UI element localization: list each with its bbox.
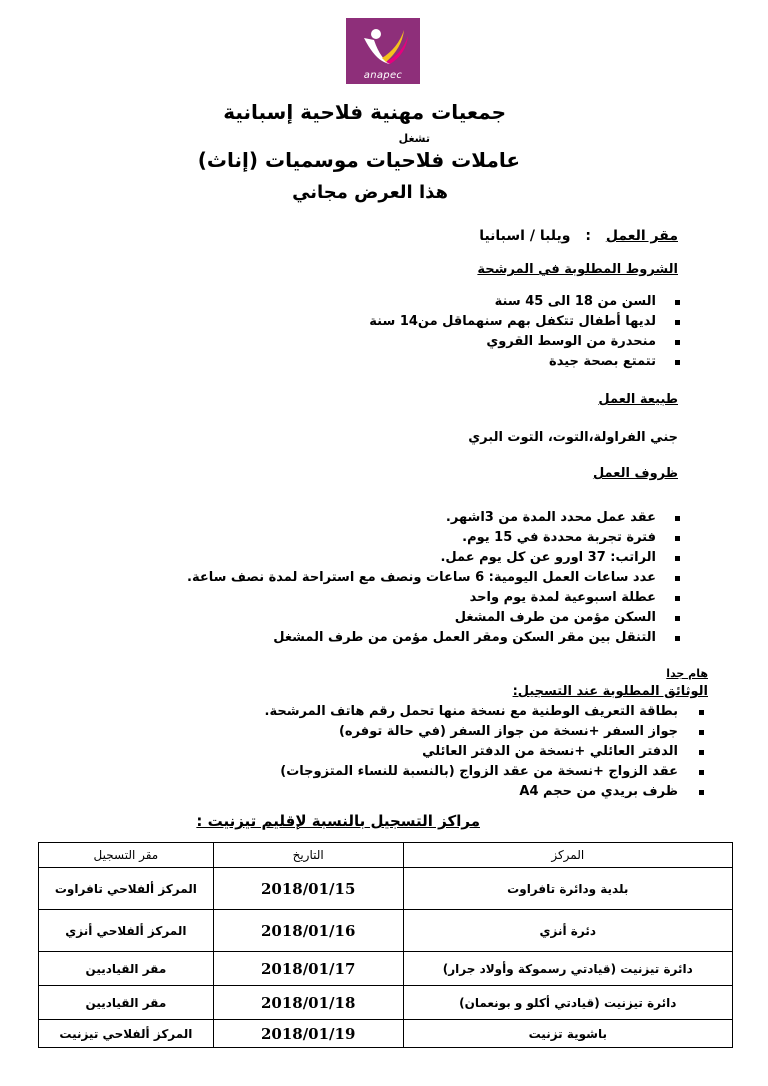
bullet-icon <box>675 536 680 541</box>
bullet-icon <box>675 636 680 641</box>
conditions-list <box>369 292 656 372</box>
bullet-icon <box>699 710 704 715</box>
work-conditions-heading: ظروف العمل <box>592 466 678 481</box>
list-item: عقد عمل محدد المدة من 3اشهر. <box>187 508 656 528</box>
list-item: تتمتع بصحة جيدة <box>369 352 656 372</box>
table-cell: مقر القياديين <box>39 986 214 1020</box>
list-item: جواز السفر +نسخة من جواز السفر (في حالة توفره) <box>265 722 678 742</box>
table-cell: 2018/01/16 <box>213 910 403 952</box>
table-cell: المركز ألفلاحي أنزي <box>39 910 214 952</box>
bullet-icon <box>699 790 704 795</box>
table-cell: 2018/01/18 <box>213 986 403 1020</box>
header-title: جمعيات مهنية فلاحية إسبانية <box>223 100 506 124</box>
table-row <box>39 952 733 986</box>
header-job-title: عاملات فلاحيات موسميات (إناث) <box>197 148 520 172</box>
column-header: التاريخ <box>213 843 403 868</box>
header-subtitle: تشغل <box>398 132 430 145</box>
list-item: عطلة اسبوعية لمدة يوم واحد <box>187 588 656 608</box>
column-header: مقر التسجيل <box>39 843 214 868</box>
table-cell: المركز ألفلاحي تيزنيت <box>39 1020 214 1048</box>
table-cell: المركز ألفلاحي تافراوت <box>39 868 214 910</box>
bullet-icon <box>699 750 704 755</box>
work-conditions-list <box>187 508 656 648</box>
table-cell: 2018/01/19 <box>213 1020 403 1048</box>
table-cell: دائرة تيزنيت (قيادتي رسموكة وأولاد جرار) <box>403 952 732 986</box>
list-item: بطاقة التعريف الوطنية مع نسخة منها تحمل رقم هاتف المرشحة. <box>265 702 678 722</box>
list-item: الدفتر العائلي +نسخة من الدفتر العائلي <box>265 742 678 762</box>
list-item: التنقل بين مقر السكن ومقر العمل مؤمن من طرف المشغل <box>187 628 656 648</box>
bullet-icon <box>675 360 680 365</box>
list-item: عقد الزواج +نسخة من عقد الزواج (بالنسبة للنساء المتزوجات) <box>265 762 678 782</box>
bullet-icon <box>675 576 680 581</box>
logo-text: anapec <box>363 70 403 81</box>
table-row <box>39 910 733 952</box>
table-row <box>39 986 733 1020</box>
list-item: السن من 18 الى 45 سنة <box>369 292 656 312</box>
bullet-icon <box>675 616 680 621</box>
bullet-icon <box>675 556 680 561</box>
bullet-icon <box>675 300 680 305</box>
table-cell: 2018/01/17 <box>213 952 403 986</box>
bullet-icon <box>675 340 680 345</box>
bullet-icon <box>699 730 704 735</box>
registration-heading: مراكز التسجيل بالنسبة لإقليم تيزنيت : <box>196 812 480 830</box>
bullet-icon <box>675 596 680 601</box>
nature-text: جني الفراولة،التوت، التوت البري <box>468 430 678 445</box>
workplace-label: مقر العمل <box>605 228 678 244</box>
bullet-icon <box>699 770 704 775</box>
nature-heading: طبيعة العمل <box>598 392 678 407</box>
list-item: السكن مؤمن من طرف المشغل <box>187 608 656 628</box>
documents-heading: الوثائق المطلوبة عند التسجيل: <box>512 684 708 699</box>
table-row <box>39 868 733 910</box>
list-item: فترة تجربة محددة في 15 يوم. <box>187 528 656 548</box>
list-item: ظرف بريدي من حجم A4 <box>265 782 678 802</box>
column-header: المركز <box>403 843 732 868</box>
table-cell: بلدية ودائرة تافراوت <box>403 868 732 910</box>
bullet-icon <box>675 516 680 521</box>
list-item: لديها أطفال تتكفل بهم سنهماقل من14 سنة <box>369 312 656 332</box>
list-item: منحدرة من الوسط القروي <box>369 332 656 352</box>
registration-table <box>38 842 733 1048</box>
anapec-logo <box>346 18 420 84</box>
workplace-line <box>479 228 678 244</box>
list-item: عدد ساعات العمل اليومية: 6 ساعات ونصف مع استراحة لمدة نصف ساعة. <box>187 568 656 588</box>
table-row <box>39 1020 733 1048</box>
conditions-heading: الشروط المطلوبة في المرشحة <box>477 262 678 277</box>
documents-list <box>265 702 678 802</box>
table-header-row <box>39 843 733 868</box>
bullet-icon <box>675 320 680 325</box>
table-cell: باشوية تزنيت <box>403 1020 732 1048</box>
table-cell: مقر القياديين <box>39 952 214 986</box>
table-cell: دائرة تيزنيت (قيادتي أكلو و بونعمان) <box>403 986 732 1020</box>
header-free-offer: هذا العرض مجاني <box>292 182 448 203</box>
table-cell: 2018/01/15 <box>213 868 403 910</box>
list-item: الراتب: 37 اورو عن كل يوم عمل. <box>187 548 656 568</box>
workplace-value: ويلبا / اسبانيا <box>479 228 571 244</box>
workplace-separator: : <box>585 228 591 244</box>
important-label: هام جدا <box>666 667 708 680</box>
table-cell: دئرة أنزي <box>403 910 732 952</box>
